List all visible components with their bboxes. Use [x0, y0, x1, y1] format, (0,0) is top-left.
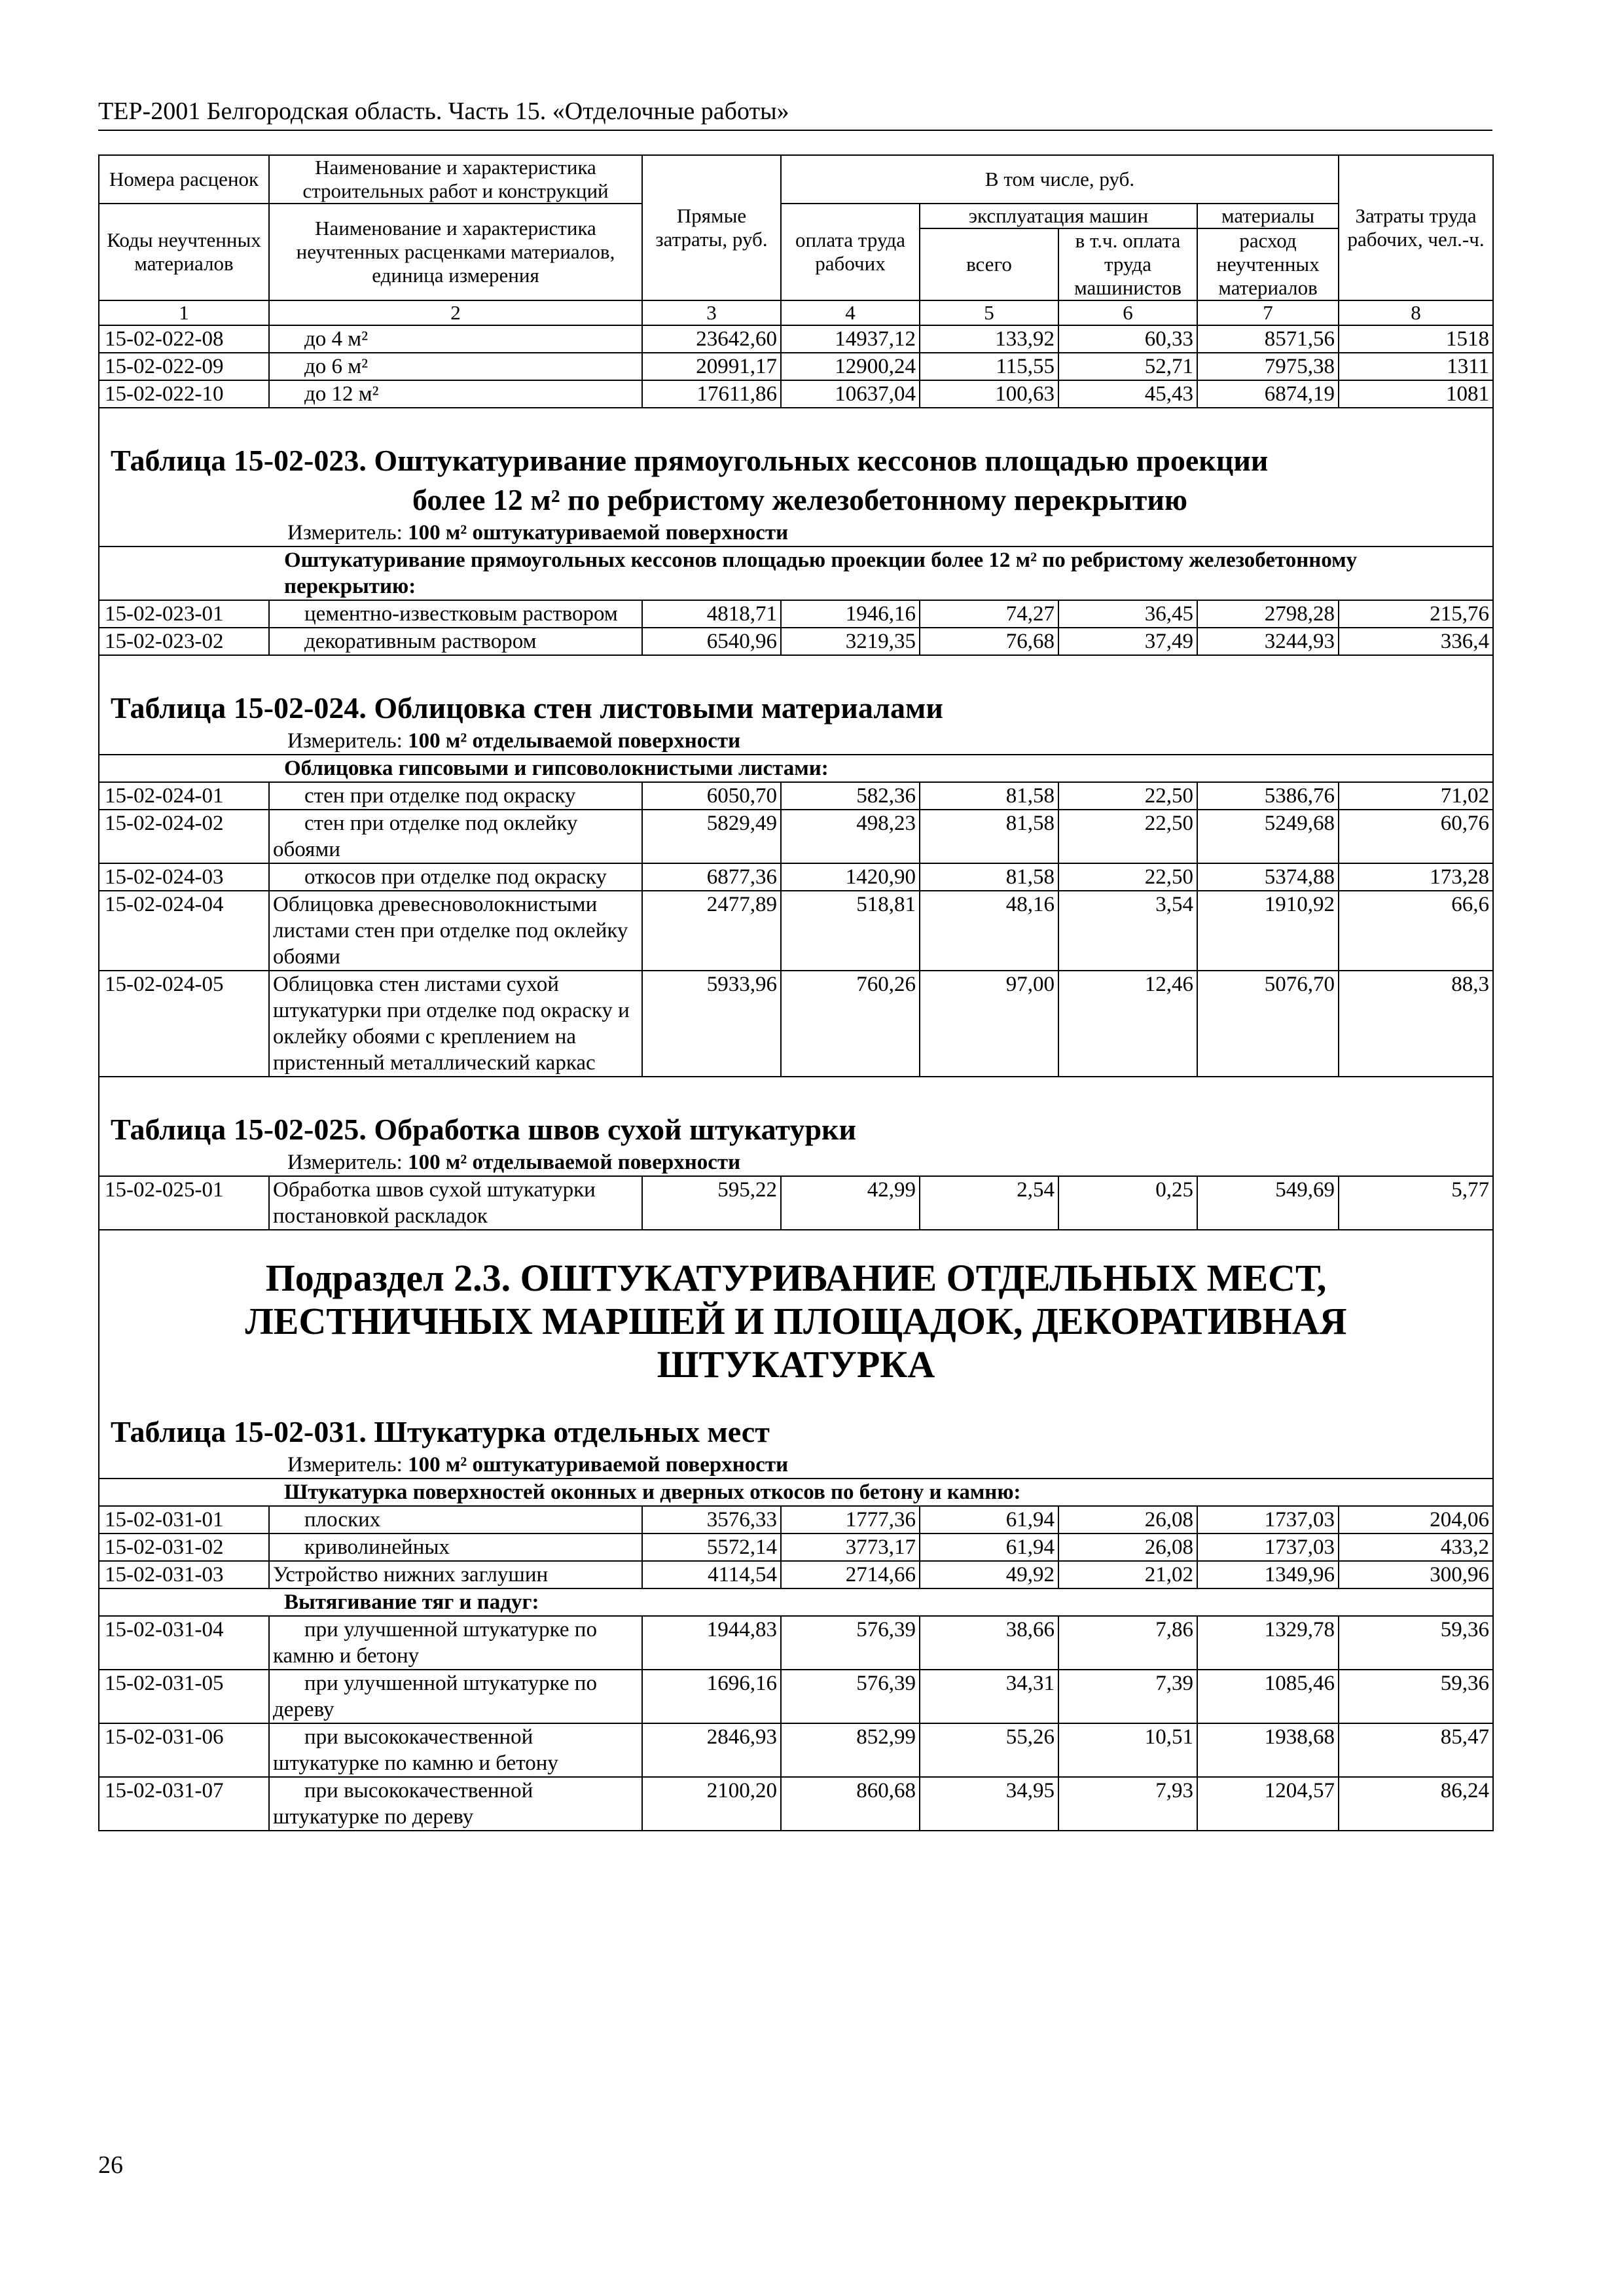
work-name-cell: цементно-известковым раствором [269, 600, 642, 628]
value-cell: 26,08 [1058, 1506, 1197, 1534]
value-cell: 1349,96 [1197, 1561, 1339, 1588]
rates-table [98, 154, 1494, 1831]
table-025-measure [103, 1149, 1489, 1175]
value-cell: 6050,70 [642, 782, 781, 810]
value-cell: 6540,96 [642, 628, 781, 655]
col-num: 5 [920, 300, 1058, 325]
header-rule [98, 130, 1492, 131]
rate-code-cell: 15-02-024-02 [99, 810, 269, 863]
measure-value: 100 м² отделываемой поверхности [408, 729, 741, 753]
value-cell: 1946,16 [781, 600, 920, 628]
col-header-rate-number: Номера расценок [99, 155, 269, 204]
table-row [99, 1176, 1493, 1230]
value-cell: 97,00 [920, 971, 1058, 1077]
subsection-title-line2: ЛЕСТНИЧНЫХ МАРШЕЙ И ПЛОЩАДОК, ДЕКОРАТИВНАЯ [245, 1300, 1347, 1342]
table-row [99, 1777, 1493, 1831]
work-name-cell: стен при отделке под оклейку обоями [269, 810, 642, 863]
value-cell: 22,50 [1058, 810, 1197, 863]
value-cell: 1938,68 [1197, 1723, 1339, 1777]
value-cell: 7975,38 [1197, 353, 1339, 380]
value-cell: 204,06 [1339, 1506, 1493, 1534]
table-row [99, 1616, 1493, 1670]
col-header-material-codes: Коды неучтенных материалов [99, 204, 269, 300]
value-cell: 3244,93 [1197, 628, 1339, 655]
value-cell: 4114,54 [642, 1561, 781, 1588]
value-cell: 4818,71 [642, 600, 781, 628]
value-cell: 37,49 [1058, 628, 1197, 655]
value-cell: 576,39 [781, 1616, 920, 1670]
rate-code-cell: 15-02-031-02 [99, 1534, 269, 1561]
value-cell: 22,50 [1058, 863, 1197, 891]
work-name-cell: Устройство нижних заглушин [269, 1561, 642, 1588]
value-cell: 760,26 [781, 971, 920, 1077]
rate-code-cell: 15-02-024-05 [99, 971, 269, 1077]
value-cell: 66,6 [1339, 891, 1493, 971]
col-header-including: В том числе, руб. [781, 155, 1339, 204]
value-cell: 7,39 [1058, 1670, 1197, 1723]
value-cell: 595,22 [642, 1176, 781, 1230]
value-cell: 133,92 [920, 325, 1058, 353]
value-cell: 2714,66 [781, 1561, 920, 1588]
value-cell: 49,92 [920, 1561, 1058, 1588]
subsection-title [103, 1230, 1489, 1393]
col-num: 4 [781, 300, 920, 325]
work-name-cell: при улучшенной штукатурке по дереву [269, 1670, 642, 1723]
value-cell: 115,55 [920, 353, 1058, 380]
running-header: ТЕР-2001 Белгородская область. Часть 15. «Отделочные работы» [98, 98, 789, 125]
value-cell: 42,99 [781, 1176, 920, 1230]
value-cell: 12900,24 [781, 353, 920, 380]
value-cell: 48,16 [920, 891, 1058, 971]
value-cell: 60,33 [1058, 325, 1197, 353]
value-cell: 20991,17 [642, 353, 781, 380]
value-cell: 86,24 [1339, 1777, 1493, 1831]
value-cell: 74,27 [920, 600, 1058, 628]
rate-code-cell: 15-02-031-06 [99, 1723, 269, 1777]
col-header-machinist-pay: в т.ч. оплата труда машинистов [1058, 228, 1197, 300]
value-cell: 1518 [1339, 325, 1493, 353]
work-name-cell: при улучшенной штукатурке по камню и бетону [269, 1616, 642, 1670]
subsection-heading [99, 1230, 1493, 1479]
work-name-cell: Облицовка древесноволокнистыми листами стен при отделке под оклейку обоями [269, 891, 642, 971]
value-cell: 1737,03 [1197, 1534, 1339, 1561]
value-cell: 26,08 [1058, 1534, 1197, 1561]
table-031-group2: Вытягивание тяг и падуг: [99, 1588, 1493, 1616]
work-name-cell: до 6 м² [269, 353, 642, 380]
table-row [99, 891, 1493, 971]
table-025-rows [99, 1176, 1493, 1230]
rate-code-cell: 15-02-023-01 [99, 600, 269, 628]
rate-code-cell: 15-02-022-10 [99, 380, 269, 408]
value-cell: 8571,56 [1197, 325, 1339, 353]
table-023-title-line2: более 12 м² по ребристому железобетонному перекрытию [412, 483, 1188, 516]
value-cell: 5829,49 [642, 810, 781, 863]
rate-code-cell: 15-02-031-04 [99, 1616, 269, 1670]
work-name-cell: Обработка швов сухой штукатурки постановкой раскладок [269, 1176, 642, 1230]
value-cell: 2,54 [920, 1176, 1058, 1230]
col-header-worker-pay: оплата труда рабочих [781, 204, 920, 300]
value-cell: 576,39 [781, 1670, 920, 1723]
col-num: 7 [1197, 300, 1339, 325]
col-header-materials: материалы [1197, 204, 1339, 228]
rate-code-cell: 15-02-022-08 [99, 325, 269, 353]
value-cell: 71,02 [1339, 782, 1493, 810]
rate-code-cell: 15-02-024-01 [99, 782, 269, 810]
rate-code-cell: 15-02-031-03 [99, 1561, 269, 1588]
value-cell: 1085,46 [1197, 1670, 1339, 1723]
rate-code-cell: 15-02-024-03 [99, 863, 269, 891]
table-024-rows [99, 782, 1493, 1077]
table-023-group: Оштукатуривание прямоугольных кессонов площадью проекции более 12 м² по ребристому железобетонному перекрытию: [99, 547, 1493, 600]
value-cell: 1737,03 [1197, 1506, 1339, 1534]
table-row [99, 1670, 1493, 1723]
work-name-cell: при высококачественной штукатурке по дереву [269, 1777, 642, 1831]
rate-code-cell: 15-02-031-07 [99, 1777, 269, 1831]
value-cell: 1944,83 [642, 1616, 781, 1670]
value-cell: 860,68 [781, 1777, 920, 1831]
value-cell: 300,96 [1339, 1561, 1493, 1588]
value-cell: 81,58 [920, 810, 1058, 863]
value-cell: 38,66 [920, 1616, 1058, 1670]
col-header-machines: эксплуатация машин [920, 204, 1197, 228]
value-cell: 45,43 [1058, 380, 1197, 408]
table-024-measure [103, 728, 1489, 754]
value-cell: 2100,20 [642, 1777, 781, 1831]
work-name-cell: при высококачественной штукатурке по камню и бетону [269, 1723, 642, 1777]
value-cell: 852,99 [781, 1723, 920, 1777]
table-023-title-line1: Таблица 15-02-023. Оштукатуривание прямоугольных кессонов площадью проекции [111, 444, 1269, 477]
value-cell: 1311 [1339, 353, 1493, 380]
work-name-cell: стен при отделке под окраску [269, 782, 642, 810]
value-cell: 549,69 [1197, 1176, 1339, 1230]
value-cell: 5374,88 [1197, 863, 1339, 891]
measure-value: 100 м² оштукатуриваемой поверхности [408, 1453, 789, 1477]
work-name-cell: до 12 м² [269, 380, 642, 408]
value-cell: 6874,19 [1197, 380, 1339, 408]
value-cell: 5572,14 [642, 1534, 781, 1561]
table-row [99, 325, 1493, 353]
col-header-material-names: Наименование и характеристика неучтенных расценками материалов, единица измерения [269, 204, 642, 300]
measure-label: Измеритель: [287, 1151, 403, 1174]
value-cell: 6877,36 [642, 863, 781, 891]
page-number: 26 [98, 2151, 123, 2179]
value-cell: 433,2 [1339, 1534, 1493, 1561]
value-cell: 59,36 [1339, 1616, 1493, 1670]
col-header-machines-total: всего [920, 228, 1058, 300]
value-cell: 498,23 [781, 810, 920, 863]
value-cell: 5249,68 [1197, 810, 1339, 863]
value-cell: 52,71 [1058, 353, 1197, 380]
document-body [98, 154, 1492, 1831]
measure-value: 100 м² отделываемой поверхности [408, 1151, 741, 1174]
col-header-direct-costs: Прямые затраты, руб. [642, 155, 781, 300]
work-name-cell: откосов при отделке под окраску [269, 863, 642, 891]
measure-label: Измеритель: [287, 729, 403, 753]
work-name-cell: Облицовка стен листами сухой штукатурки при отделке под окраску и оклейку обоями с креплением на пристенный металлический каркас [269, 971, 642, 1077]
value-cell: 2477,89 [642, 891, 781, 971]
value-cell: 5,77 [1339, 1176, 1493, 1230]
value-cell: 14937,12 [781, 325, 920, 353]
value-cell: 336,4 [1339, 628, 1493, 655]
value-cell: 10637,04 [781, 380, 920, 408]
value-cell: 17611,86 [642, 380, 781, 408]
value-cell: 1329,78 [1197, 1616, 1339, 1670]
rate-code-cell: 15-02-031-05 [99, 1670, 269, 1723]
col-num: 3 [642, 300, 781, 325]
value-cell: 173,28 [1339, 863, 1493, 891]
work-name-cell: плоских [269, 1506, 642, 1534]
col-header-labor-costs: Затраты труда рабочих, чел.-ч. [1339, 155, 1493, 300]
table-row [99, 628, 1493, 655]
work-name-cell: декоративным раствором [269, 628, 642, 655]
col-header-work-name: Наименование и характеристика строительных работ и конструкций [269, 155, 642, 204]
table-031-measure [103, 1452, 1489, 1478]
value-cell: 81,58 [920, 782, 1058, 810]
value-cell: 5933,96 [642, 971, 781, 1077]
top-rows [99, 325, 1493, 408]
table-row [99, 380, 1493, 408]
table-025-heading [99, 1077, 1493, 1176]
col-num: 8 [1339, 300, 1493, 325]
table-row [99, 782, 1493, 810]
value-cell: 1696,16 [642, 1670, 781, 1723]
value-cell: 85,47 [1339, 1723, 1493, 1777]
value-cell: 21,02 [1058, 1561, 1197, 1588]
value-cell: 1204,57 [1197, 1777, 1339, 1831]
value-cell: 1910,92 [1197, 891, 1339, 971]
measure-label: Измеритель: [287, 1453, 403, 1477]
value-cell: 1081 [1339, 380, 1493, 408]
table-023-measure [103, 520, 1489, 546]
table-031-group1: Штукатурка поверхностей оконных и дверных откосов по бетону и камню: [99, 1479, 1493, 1506]
measure-value: 100 м² оштукатуриваемой поверхности [408, 521, 789, 545]
value-cell: 7,86 [1058, 1616, 1197, 1670]
table-024-title: Таблица 15-02-024. Облицовка стен листовыми материалами [111, 691, 943, 725]
work-name-cell: криволинейных [269, 1534, 642, 1561]
rate-code-cell: 15-02-023-02 [99, 628, 269, 655]
value-cell: 61,94 [920, 1506, 1058, 1534]
col-header-unaccounted-materials: расход неучтенных материалов [1197, 228, 1339, 300]
table-024-heading [99, 655, 1493, 755]
value-cell: 5386,76 [1197, 782, 1339, 810]
col-num: 2 [269, 300, 642, 325]
value-cell: 3,54 [1058, 891, 1197, 971]
value-cell: 36,45 [1058, 600, 1197, 628]
rate-code-cell: 15-02-022-09 [99, 353, 269, 380]
subsection-title-line1: Подраздел 2.3. ОШТУКАТУРИВАНИЕ ОТДЕЛЬНЫХ МЕСТ, [265, 1257, 1327, 1299]
value-cell: 100,63 [920, 380, 1058, 408]
value-cell: 23642,60 [642, 325, 781, 353]
rate-code-cell: 15-02-025-01 [99, 1176, 269, 1230]
value-cell: 3219,35 [781, 628, 920, 655]
col-num: 6 [1058, 300, 1197, 325]
value-cell: 81,58 [920, 863, 1058, 891]
rate-code-cell: 15-02-024-04 [99, 891, 269, 971]
value-cell: 1777,36 [781, 1506, 920, 1534]
column-number-row [99, 300, 1493, 325]
table-row [99, 353, 1493, 380]
rate-code-cell: 15-02-031-01 [99, 1506, 269, 1534]
table-row [99, 1534, 1493, 1561]
measure-label: Измеритель: [287, 521, 403, 545]
subsection-title-line3: ШТУКАТУРКА [657, 1343, 935, 1386]
table-row [99, 1506, 1493, 1534]
table-023-heading [99, 408, 1493, 547]
value-cell: 3773,17 [781, 1534, 920, 1561]
value-cell: 2798,28 [1197, 600, 1339, 628]
work-name-cell: до 4 м² [269, 325, 642, 353]
value-cell: 22,50 [1058, 782, 1197, 810]
value-cell: 2846,93 [642, 1723, 781, 1777]
value-cell: 34,31 [920, 1670, 1058, 1723]
table-row [99, 810, 1493, 863]
value-cell: 1420,90 [781, 863, 920, 891]
table-row [99, 1561, 1493, 1588]
table-031-title: Таблица 15-02-031. Штукатурка отдельных мест [111, 1415, 770, 1448]
table-031-rows-a [99, 1506, 1493, 1588]
value-cell: 59,36 [1339, 1670, 1493, 1723]
value-cell: 10,51 [1058, 1723, 1197, 1777]
table-023-rows [99, 600, 1493, 655]
value-cell: 76,68 [920, 628, 1058, 655]
table-row [99, 600, 1493, 628]
value-cell: 3576,33 [642, 1506, 781, 1534]
value-cell: 582,36 [781, 782, 920, 810]
value-cell: 34,95 [920, 1777, 1058, 1831]
value-cell: 12,46 [1058, 971, 1197, 1077]
table-row [99, 1723, 1493, 1777]
table-025-title: Таблица 15-02-025. Обработка швов сухой штукатурки [111, 1113, 857, 1146]
value-cell: 7,93 [1058, 1777, 1197, 1831]
value-cell: 518,81 [781, 891, 920, 971]
value-cell: 60,76 [1339, 810, 1493, 863]
table-031-rows-b [99, 1616, 1493, 1831]
table-024-group: Облицовка гипсовыми и гипсоволокнистыми листами: [99, 755, 1493, 782]
value-cell: 88,3 [1339, 971, 1493, 1077]
value-cell: 5076,70 [1197, 971, 1339, 1077]
table-row [99, 971, 1493, 1077]
table-row [99, 863, 1493, 891]
value-cell: 55,26 [920, 1723, 1058, 1777]
value-cell: 215,76 [1339, 600, 1493, 628]
value-cell: 61,94 [920, 1534, 1058, 1561]
col-num: 1 [99, 300, 269, 325]
value-cell: 0,25 [1058, 1176, 1197, 1230]
